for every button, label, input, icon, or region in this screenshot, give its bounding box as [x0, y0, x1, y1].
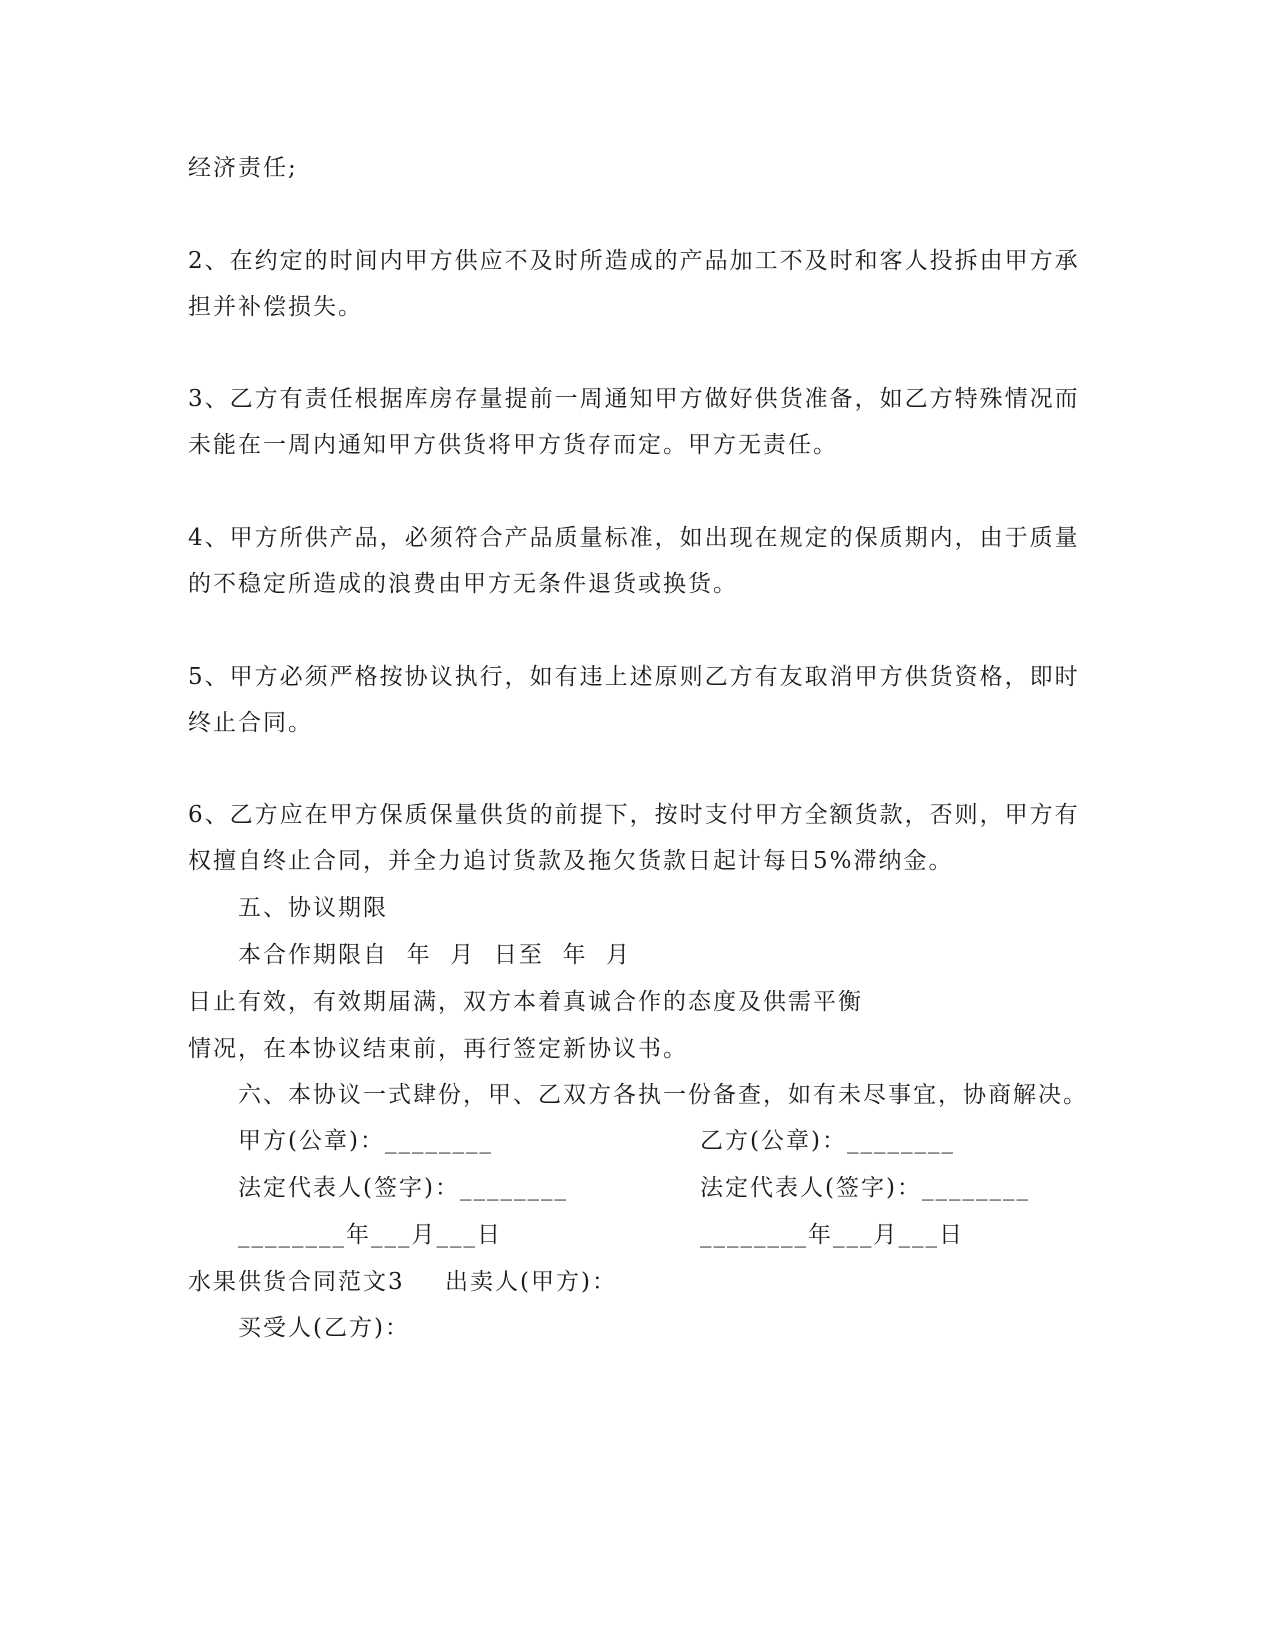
party-a-seal: 甲方(公章)：________ — [238, 1128, 493, 1154]
seller-label: 出卖人(甲方)： — [445, 1269, 617, 1295]
party-b-seal: 乙方(公章)：________ — [700, 1128, 955, 1154]
party-a-date: ________年___月___日 — [238, 1222, 502, 1248]
clause-4-line-1: 4、甲方所供产品，必须符合产品质量标准，如出现在规定的保质期内，由于质量 — [188, 525, 1080, 551]
clause-3-line-1: 3、乙方有责任根据库房存量提前一周通知甲方做好供货准备，如乙方特殊情况而 — [188, 386, 1080, 412]
clause-6-line-1: 6、乙方应在甲方保质保量供货的前提下，按时支付甲方全额货款，否则，甲方有 — [188, 802, 1080, 828]
buyer-label: 买受人(乙方)： — [238, 1315, 410, 1341]
clause-6-line-2: 权擅自终止合同，并全力追讨货款及拖欠货款日起计每日5%滞纳金。 — [188, 848, 954, 874]
paragraph-line: 经济责任; — [188, 155, 298, 181]
section-5-heading: 五、协议期限 — [238, 895, 388, 921]
next-contract-title: 水果供货合同范文3 — [188, 1269, 405, 1295]
term-line-1: 本合作期限自 年 月 日至 年 月 — [238, 942, 632, 968]
clause-3-line-2: 未能在一周内通知甲方供货将甲方货存而定。甲方无责任。 — [188, 432, 838, 458]
clause-5-line-2: 终止合同。 — [188, 710, 313, 736]
term-line-3: 情况，在本协议结束前，再行签定新协议书。 — [188, 1036, 688, 1062]
party-b-date: ________年___月___日 — [700, 1222, 964, 1248]
section-6-text: 六、本协议一式肆份，甲、乙双方各执一份备查，如有未尽事宜，协商解决。 — [238, 1082, 1088, 1108]
term-line-2: 日止有效，有效期届满，双方本着真诚合作的态度及供需平衡 — [188, 989, 863, 1015]
clause-5-line-1: 5、甲方必须严格按协议执行，如有违上述原则乙方有友取消甲方供货资格，即时 — [188, 664, 1080, 690]
clause-2-line-2: 担并补偿损失。 — [188, 294, 363, 320]
clause-2-line-1: 2、在约定的时间内甲方供应不及时所造成的产品加工不及时和客人投拆由甲方承 — [188, 248, 1080, 274]
clause-4-line-2: 的不稳定所造成的浪费由甲方无条件退货或换货。 — [188, 571, 738, 597]
party-a-representative: 法定代表人(签字)：________ — [238, 1175, 568, 1201]
party-b-representative: 法定代表人(签字)：________ — [700, 1175, 1030, 1201]
